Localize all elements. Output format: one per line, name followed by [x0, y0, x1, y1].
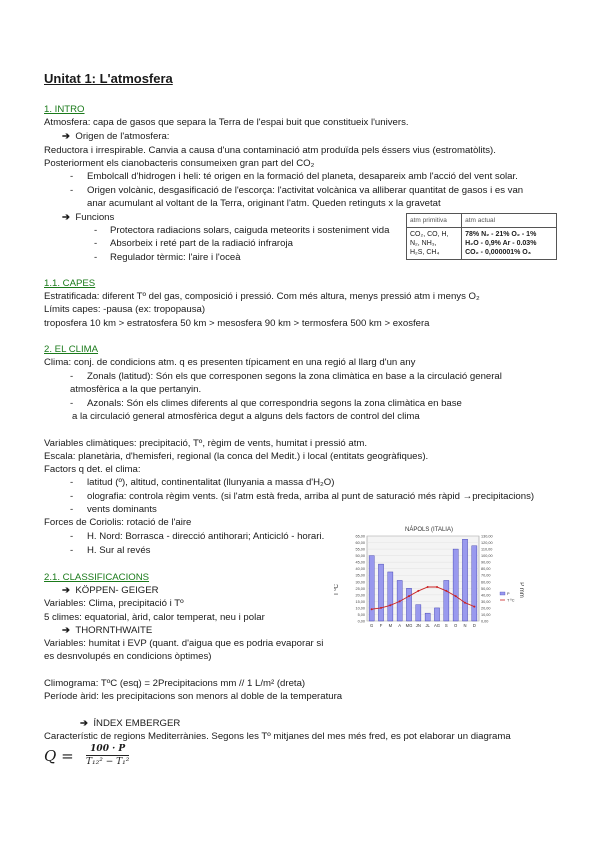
right-tick-label: 10,00 [481, 612, 491, 617]
legend-label: T ºC [507, 598, 515, 603]
clima-definition: Clima: conj. de condicions atm. q es presenten típicament en una regió al llarg d'un any [44, 357, 416, 368]
right-tick-label: 60,00 [481, 580, 491, 585]
chart-title: NÁPOLS (ITALIA) [405, 527, 453, 533]
factor-1: latitud (º), altitud, continentalitat (llunyania a massa d'H₂O) [87, 477, 335, 488]
right-tick-label: 0,00 [481, 619, 489, 624]
formula-numerator: 100 · P [90, 744, 126, 754]
right-tick-label: 30,00 [481, 599, 491, 604]
x-tick-label: AG [433, 623, 441, 628]
x-tick-label: A [398, 623, 402, 628]
temperature-point [436, 586, 438, 588]
factor-2: olografia: controla règim vents. (si l'atm està freda, arriba al punt de saturació més ràpid →precipitacions) [87, 491, 535, 502]
left-tick-label: 60,00 [355, 541, 365, 546]
left-tick-label: 15,00 [355, 599, 365, 604]
precipitation-bar [444, 580, 449, 621]
origin-bullet-2a: Origen volcànic, desgasificació de l'escorça: l'activitat volcànica va alliberar quantitat de gasos i es van [87, 185, 524, 196]
origin-bullet-2b: anar acumulant al voltant de la Terra, originant l'atm. Queden retinguts x la gravetat [87, 198, 441, 209]
dash-bullet: - [94, 252, 98, 263]
dash-bullet: - [70, 171, 74, 182]
origin-bullet-1: Embolcall d'hidrogen i heli: té origen en la formació del planeta, desapareix amb l'acció del vent solar. [87, 171, 518, 182]
coriolis-label: Forces de Coriolis: rotació de l'aire [44, 517, 192, 528]
page-title: Unitat 1: L'atmosfera [44, 71, 173, 86]
temperature-point [399, 600, 401, 602]
legend-label: P [507, 592, 510, 596]
left-tick-label: 20,00 [355, 593, 365, 598]
funcio-item-2: Absorbeix i reté part de la radiació infraroja [110, 238, 293, 249]
coriolis-item-1: H. Nord: Borrasca - direcció antihorari; Anticicló - horari. [87, 531, 325, 542]
temperature-point [417, 590, 419, 592]
dash-bullet: - [70, 477, 74, 488]
intro-definition: Atmosfera: capa de gasos que separa la Terra de l'espai buit que constitueix l'univers. [44, 117, 409, 128]
zonals-b: atmosfèrica a la que pertanyin. [70, 384, 202, 395]
capes-line2: Límits capes: -pausa (ex: tropopausa) [44, 304, 206, 315]
table-line: 78% N₂ - 21% O₂ - 1% [465, 231, 537, 238]
koppen-item [62, 585, 159, 597]
temperature-point [464, 602, 466, 604]
temperature-point [455, 595, 457, 597]
precipitation-bar [453, 549, 458, 621]
capes-line1: Estratificada: diferent Tº del gas, composició i pressió. Com més altura, menys pressió atm i menys O₂ [44, 291, 480, 302]
coriolis-item-2: H. Sur al revés [87, 545, 151, 556]
intro-line2: Posteriorment els cianobacteris consumeixen gran part del CO₂ [44, 158, 315, 169]
precipitation-bar [388, 572, 393, 621]
arrow-icon: ➔ [62, 585, 71, 596]
periode-arid-line: Període àrid: les precipitacions son menors al doble de la temperatura [44, 691, 343, 702]
azonals-a: Azonals: Són els climes diferents al que correspondria segons la zona climàtica en base [87, 398, 462, 409]
intro-header: 1. INTRO [44, 104, 85, 115]
origin-label: Origen de l'atmosfera: [75, 131, 170, 142]
clima-header: 2. EL CLIMA [44, 344, 99, 355]
table-header-primitive: atm primitiva [407, 214, 462, 228]
table-cell-primitive [407, 228, 462, 260]
classificacions-header: 2.1. CLASSIFICACIONS [44, 572, 150, 583]
x-tick-label: MG [405, 623, 413, 628]
temperature-point [445, 590, 447, 592]
arrow-icon: ➔ [62, 131, 71, 142]
table-line: CO₂ - 0,000001% O₃ [465, 249, 531, 256]
x-tick-label: D [472, 623, 476, 628]
clima-variables: Variables climàtiques: precipitació, Tº, règim de vents, humitat i pressió atm. [44, 438, 368, 449]
left-tick-label: 50,00 [355, 554, 365, 559]
azonals-b: a la circulació general atmosfèrica degut a alguns dels factors de control del clima [72, 411, 420, 422]
chart-ylabel-right: P mm [518, 582, 524, 598]
dash-bullet: - [70, 491, 74, 502]
temperature-point [408, 595, 410, 597]
x-tick-label: JN [415, 623, 421, 628]
table-cell-current [462, 228, 557, 260]
x-tick-label: G [370, 623, 374, 628]
table-line: H₂S, CH₄ [410, 249, 440, 256]
funcio-item-3: Regulador tèrmic: l'aire i l'oceà [110, 252, 241, 263]
table-line: H₂O - 0,9% Ar - 0.03% [465, 240, 537, 247]
plot-area [367, 536, 479, 621]
x-tick-label: M [388, 623, 393, 628]
temperature-point [473, 606, 475, 608]
arrow-icon: ➔ [62, 212, 71, 223]
thorn-line-b: es desnvolupés en condicions òptimes) [44, 651, 212, 662]
table-header-current: atm actual [462, 214, 557, 228]
x-tick-label: JL [425, 623, 430, 628]
climograph-chart [334, 522, 524, 637]
precipitation-bar [425, 613, 430, 621]
left-tick-label: 40,00 [355, 567, 365, 572]
emberger-desc: Característic de regions Mediterrànies. Segons les Tº mitjanes del mes més fred, es pot elaborar un diagrama [44, 731, 511, 742]
left-tick-label: 65,00 [355, 534, 365, 539]
right-tick-label: 50,00 [481, 586, 491, 591]
atmosphere-composition-table [406, 213, 557, 260]
precipitation-bar [462, 539, 467, 621]
precipitation-bar [369, 556, 374, 621]
formula-denominator: T₁₂² − T₁² [86, 757, 130, 767]
precipitation-bar [416, 605, 421, 621]
dash-bullet: - [94, 238, 98, 249]
left-tick-label: 25,00 [355, 586, 365, 591]
intro-line1: Reductora i irrespirable. Canvia a causa d'una contaminació atm produïda pels éssers vius (estromatòlits). [44, 145, 496, 156]
origin-item [62, 131, 169, 143]
right-tick-label: 130,00 [481, 534, 493, 539]
precipitation-bar [378, 564, 383, 621]
x-tick-label: F [379, 623, 383, 628]
koppen-vars: Variables: Clima, precipitació i Tº [44, 598, 184, 609]
right-tick-label: 120,00 [481, 541, 493, 546]
thorn-label: THORNTHWAITE [75, 625, 153, 636]
temperature-point [427, 586, 429, 588]
dash-bullet: - [70, 185, 74, 196]
dash-bullet: - [70, 371, 74, 382]
x-tick-label: S [444, 623, 448, 628]
dash-bullet: - [70, 504, 74, 515]
emberger-item [80, 718, 180, 730]
left-tick-label: 55,00 [355, 547, 365, 552]
emberger-formula [86, 744, 129, 767]
right-tick-label: 110,00 [481, 547, 493, 552]
dash-bullet: - [70, 545, 74, 556]
zonals-a: Zonals (latitud): Són els que corresponen segons la zona climàtica en base a la circulació general [87, 371, 502, 382]
x-tick-label: N [463, 623, 467, 628]
dash-bullet: - [70, 531, 74, 542]
factors-label: Factors q det. el clima: [44, 464, 141, 475]
left-tick-label: 5,00 [357, 612, 365, 617]
legend-bar-swatch [500, 592, 505, 595]
thorn-item [62, 625, 152, 637]
funcions-label: Funcions [75, 212, 115, 223]
clima-escala: Escala: planetària, d'hemisferi, regional (la conca del Medit.) i local (entitats geogràfiques). [44, 451, 429, 462]
factor-3: vents dominants [87, 504, 157, 515]
capes-header: 1.1. CAPES [44, 278, 96, 289]
koppen-climes: 5 climes: equatorial, àrid, calor temperat, neu i polar [44, 612, 265, 623]
right-tick-label: 40,00 [481, 593, 491, 598]
dash-bullet: - [70, 398, 74, 409]
right-tick-label: 80,00 [481, 567, 491, 572]
right-tick-label: 100,00 [481, 554, 493, 559]
table-line: CO₂, CO, H, [410, 231, 449, 238]
precipitation-bar [472, 546, 477, 621]
capes-line3: troposfera 10 km > estratosfera 50 km > mesosfera 90 km > termosfera 500 km > exosfera [44, 318, 430, 329]
temperature-point [371, 608, 373, 610]
left-tick-label: 10,00 [355, 606, 365, 611]
chart-ylabel-left: T ºC [334, 584, 340, 596]
funcions-item [62, 212, 114, 224]
climograma-line: Climograma: TºC (esq) = 2Precipitacions mm // 1 L/m² (dreta) [44, 678, 306, 689]
precipitation-bar [434, 608, 439, 621]
temperature-point [380, 607, 382, 609]
precipitation-bar [406, 588, 411, 621]
koppen-label: KÖPPEN- GEIGER [75, 585, 159, 596]
left-tick-label: 35,00 [355, 573, 365, 578]
formula-q: Q = [44, 747, 74, 765]
emberger-label: ÍNDEX EMBERGER [93, 718, 181, 729]
arrow-icon: ➔ [62, 625, 71, 636]
left-tick-label: 45,00 [355, 560, 365, 565]
dash-bullet: - [94, 225, 98, 236]
funcio-item-1: Protectora radiacions solars, caiguda meteorits i sosteniment vida [110, 225, 390, 236]
arrow-icon: ➔ [80, 718, 89, 729]
x-tick-label: O [454, 623, 458, 628]
thorn-line-a: Variables: humitat i EVP (quant. d'aigua que es podria evaporar si [44, 638, 324, 649]
temperature-point [389, 604, 391, 606]
right-tick-label: 90,00 [481, 560, 491, 565]
right-tick-label: 70,00 [481, 573, 491, 578]
table-line: N₂, NH₃, [410, 240, 437, 247]
right-tick-label: 20,00 [481, 606, 491, 611]
left-tick-label: 0,00 [357, 619, 365, 624]
left-tick-label: 30,00 [355, 580, 365, 585]
